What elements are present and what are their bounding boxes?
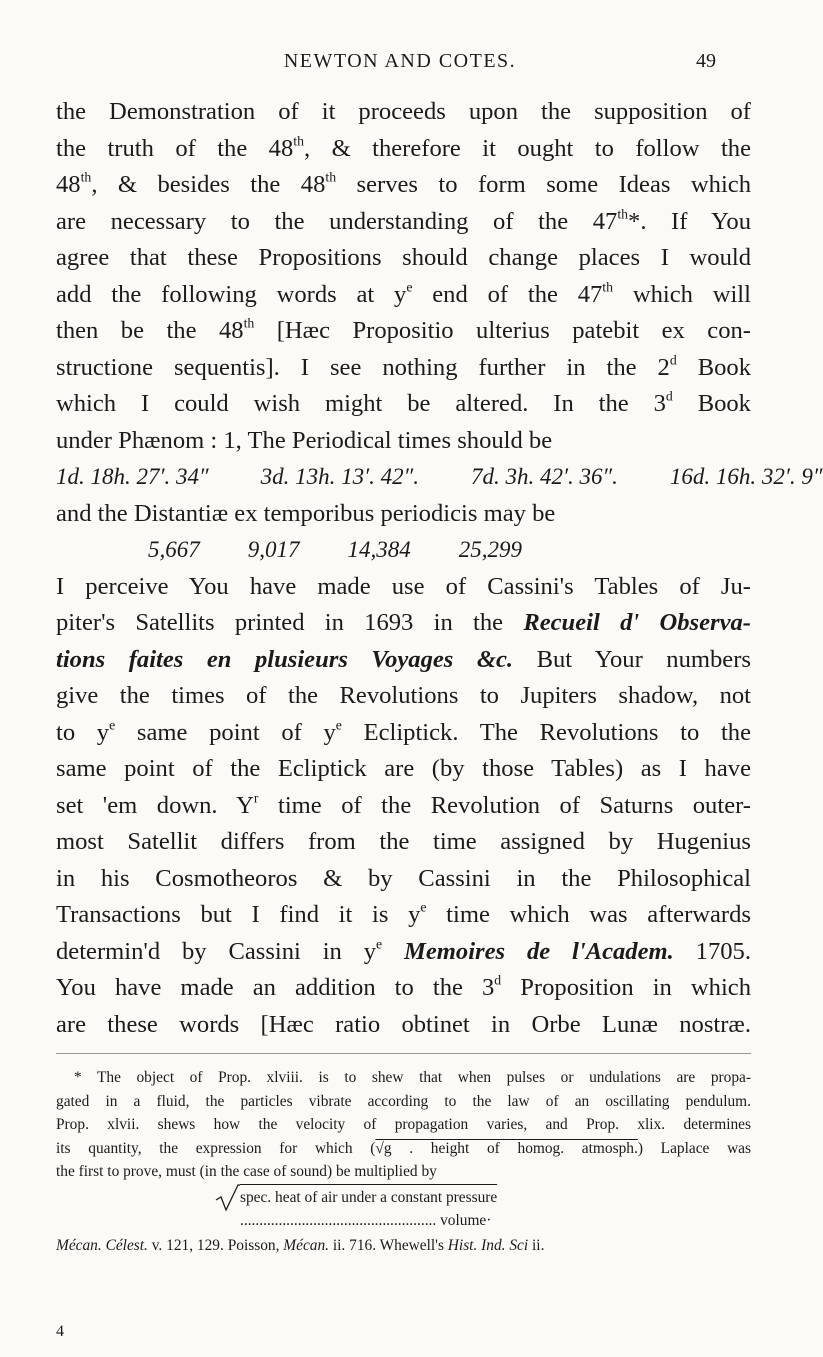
text-line: same point of the Ecliptick are (by those Tables) as I have xyxy=(56,755,751,782)
letter-text xyxy=(56,94,823,1043)
text-line: under Phænom : 1, The Periodical times should be xyxy=(56,426,553,454)
distance-value: 25,299 xyxy=(458,537,522,562)
footnote-line: its quantity, the expression for which (√g . height of homog. atmosph.) Laplace was xyxy=(56,1139,752,1157)
footnote-line: Prop. xlvii. shews how the velocity of propagation varies, and Prop. xlix. determines xyxy=(56,1116,751,1133)
distances xyxy=(56,532,751,569)
text-line: which I could wish might be altered. In the 3$^d$ Book xyxy=(56,388,751,417)
periodical-times xyxy=(56,459,823,496)
page-number: 49 xyxy=(696,50,716,72)
time-value: 7d. 3h. 42′. 36″. xyxy=(471,464,618,489)
radical-sign-icon xyxy=(214,1184,240,1212)
text-line: You have made an addition to the 3$^d$ Proposition in which xyxy=(56,972,752,1001)
distance-value: 5,667 xyxy=(148,537,200,562)
text-line: agree that these Propositions should change places I would xyxy=(56,244,751,271)
text-line: then be the 48th [Hæc Propositio ulterius patebit ex con- xyxy=(56,315,751,344)
footnote-line: Mécan. Célest. v. 121, 129. Poisson, Mécan. ii. 716. Whewell's Hist. Ind. Sci ii. xyxy=(56,1236,545,1254)
time-value: 3d. 13h. 13′. 42″. xyxy=(260,464,419,489)
text-line: the truth of the 48th, & therefore it ought to follow the xyxy=(56,133,751,162)
text-line: to $y^e$ same point of $y^e$ Ecliptick. The Revolutions to the xyxy=(56,717,752,746)
time-value: 16d. 16h. 32′. 9″ xyxy=(669,464,823,489)
sqrt-expression: √g . height of homog. atmosph. xyxy=(375,1139,638,1157)
footnote-rule xyxy=(56,1053,751,1054)
radical-formula xyxy=(214,1184,751,1234)
text-line: set 'em down. $Y^r$ time of the Revolution of Saturns outer- xyxy=(56,790,751,819)
text-line: are these words [Hæc ratio obtinet in Orbe Lunæ nostræ. xyxy=(56,1010,751,1038)
text-line: in his Cosmotheoros & by Cassini in the Philosophical xyxy=(56,864,751,892)
text-line: are necessary to the understanding of the 47th*. If You xyxy=(56,206,751,235)
running-head xyxy=(0,46,800,76)
text-line: I perceive You have made use of Cassini's Tables of Ju- xyxy=(56,572,751,600)
footnote-line: * The object of Prop. xlviii. is to shew that when pulses or undulations are propa- xyxy=(74,1069,751,1086)
signature-mark: 4 xyxy=(56,1323,64,1340)
radical-numerator: spec. heat of air under a constant pressure xyxy=(240,1184,497,1210)
footnote-line: gated in a fluid, the particles vibrate according to the law of an oscillating pendulum. xyxy=(56,1092,751,1110)
text-line: Transactions but I find it is $y^e$ time which was afterwards xyxy=(56,899,751,928)
text-line: add the following words at $y^e$ end of the 47th which will xyxy=(56,279,751,308)
text-line: 48th, & besides the 48th serves to form some Ideas which xyxy=(56,169,751,198)
footnote xyxy=(56,1066,751,1257)
footnote-line: the first to prove, must (in the case of sound) be multiplied by xyxy=(56,1163,437,1180)
distance-value: 9,017 xyxy=(247,537,300,562)
text-line: and the Distantiæ ex temporibus periodicis may be xyxy=(56,499,556,527)
text-line: the Demonstration of it proceeds upon the supposition of xyxy=(56,98,751,125)
radical-denominator: ................................................... volume· xyxy=(240,1211,492,1229)
distance-value: 14,384 xyxy=(347,537,411,562)
time-value: 1d. 18h. 27′. 34″ xyxy=(56,464,209,489)
text-line: determin'd by Cassini in $y^e$ Memoires de l'Academ. 1705. xyxy=(56,936,752,965)
text-line: structione sequentis]. I see nothing further in the 2$^d$ Book xyxy=(56,352,751,381)
text-line: piter's Satellits printed in 1693 in the Recueil d' Observa- xyxy=(56,609,751,636)
text-line: tions faites en plusieurs Voyages &c. But Your numbers xyxy=(56,645,751,673)
running-title: NEWTON AND COTES. xyxy=(283,50,517,72)
text-line: give the times of the Revolutions to Jupiters shadow, not xyxy=(56,682,751,709)
text-line: most Satellit differs from the time assigned by Hugenius xyxy=(56,828,751,855)
